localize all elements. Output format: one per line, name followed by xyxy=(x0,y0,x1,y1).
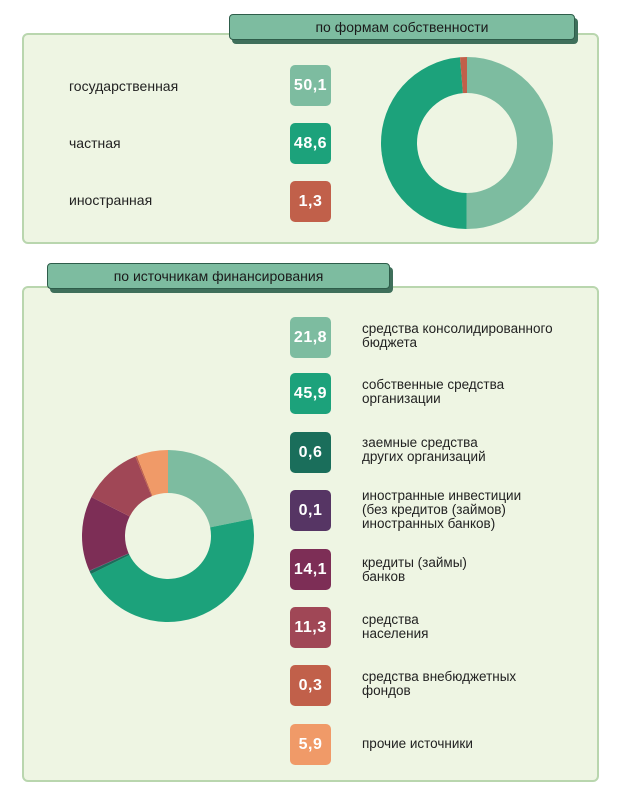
ownership-value-foreign: 1,3 xyxy=(290,181,331,222)
financing-label-extrabudget: средства внебюджетных фондов xyxy=(362,669,517,698)
financing-value-bank-loans: 14,1 xyxy=(290,549,331,590)
ownership-label-state: государственная xyxy=(69,78,179,94)
financing-value-population: 11,3 xyxy=(290,607,331,648)
financing-value-extrabudget: 0,3 xyxy=(290,665,331,706)
financing-donut-slice-0 xyxy=(168,450,252,527)
financing-label-other: прочие источники xyxy=(362,736,473,751)
financing-value-budget: 21,8 xyxy=(290,317,331,358)
financing-label-population: средства населения xyxy=(362,612,429,641)
ownership-label-foreign: иностранная xyxy=(69,192,153,208)
financing-value-borrowed: 0,6 xyxy=(290,432,331,473)
financing-value-other: 5,9 xyxy=(290,724,331,765)
financing-value-own-funds: 45,9 xyxy=(290,373,331,414)
ownership-section-title: по формам собственности xyxy=(229,14,575,40)
financing-label-foreign-investment: иностранные инвестиции (без кредитов (займов) иностранных банков) xyxy=(362,488,522,531)
financing-label-own-funds: собственные средства организации xyxy=(362,377,505,406)
ownership-label-private: частная xyxy=(69,135,121,151)
financing-label-bank-loans: кредиты (займы) банков xyxy=(362,555,467,584)
financing-label-budget: средства консолидированного бюджета xyxy=(362,321,553,350)
ownership-value-state: 50,1 xyxy=(290,65,331,106)
financing-label-borrowed: заемные средства других организаций xyxy=(362,435,486,464)
ownership-value-private: 48,6 xyxy=(290,123,331,164)
financing-section-title: по источникам финансирования xyxy=(47,263,390,289)
financing-value-foreign-investment: 0,1 xyxy=(290,490,331,531)
